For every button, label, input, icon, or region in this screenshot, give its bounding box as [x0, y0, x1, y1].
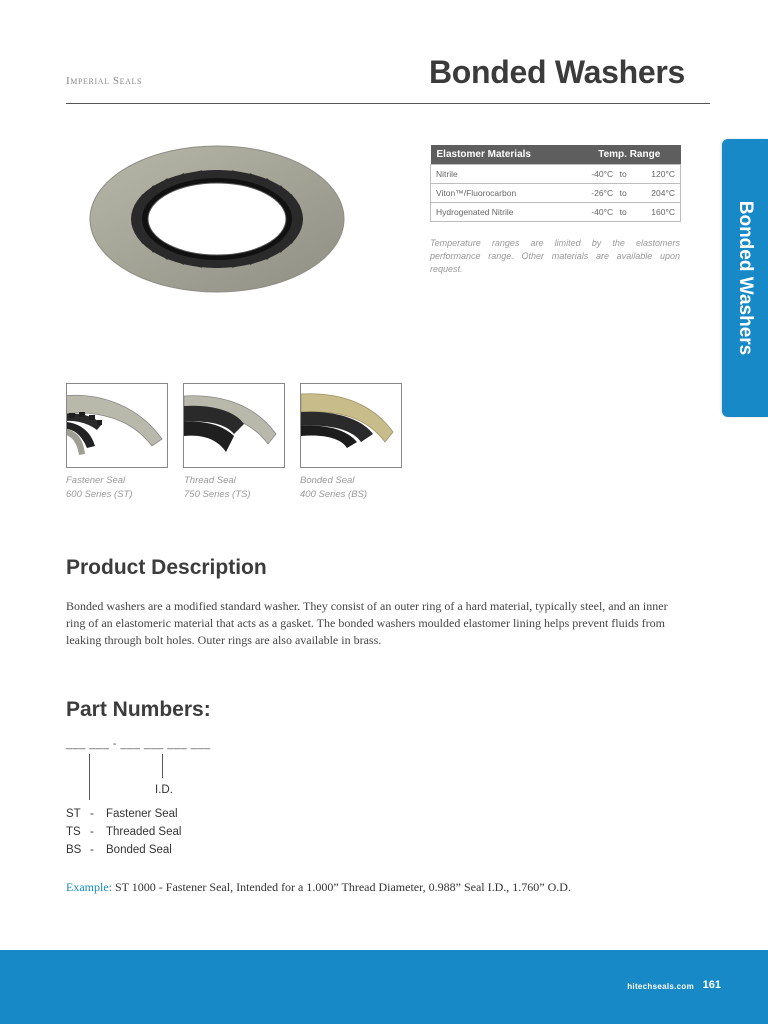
code-dash: -: [90, 844, 94, 856]
thumb-series: 600 Series (ST): [66, 489, 133, 500]
temp-to: to: [615, 203, 631, 222]
temp-low: -40°C: [578, 203, 615, 222]
code-dash: -: [90, 826, 94, 838]
washer-tooth: [213, 260, 221, 268]
code-description: Fastener Seal: [106, 808, 178, 820]
part-number-template: ___ ___ - ___ ___ ___ ___: [66, 738, 211, 750]
code: ST: [66, 808, 81, 820]
id-label: I.D.: [155, 784, 173, 796]
example-label: Example:: [66, 880, 112, 894]
page-title: Bonded Washers: [429, 54, 685, 90]
code-pointer-line: [89, 754, 90, 800]
example-text: ST 1000 - Fastener Seal, Intended for a 1.000” Thread Diameter, 0.988” Seal I.D., 1.760” O.D.: [114, 880, 571, 894]
temp-high: 160°C: [631, 203, 680, 222]
thumb-name: Bonded Seal: [300, 475, 355, 486]
thumb-name: Thread Seal: [184, 475, 236, 486]
product-description-heading: Product Description: [66, 556, 267, 579]
washer-tooth: [132, 215, 140, 223]
example-line: [66, 880, 571, 895]
table-row: [431, 184, 681, 203]
fastener-seal-thumbnail: [66, 383, 168, 468]
temp-to: to: [615, 165, 631, 184]
fastener-seal-caption: [66, 474, 133, 502]
table-row: [431, 165, 681, 184]
product-description-body: Bonded washers are a modified standard washer. They consist of an outer ring of a hard material, typically steel, and an inner ring of an elastomeric material that acts as a gasket. The bonded washers moulded elastomer lining helps prevent fluids from leaking through bolt holes. Outer rings are also available in brass.: [66, 599, 668, 647]
temp-high: 120°C: [631, 165, 680, 184]
code-row: [66, 826, 181, 838]
code-row: [66, 844, 172, 856]
thread-seal-caption: [184, 474, 251, 502]
bonded-washer-image: [88, 142, 350, 297]
bonded-seal-caption: [300, 474, 367, 502]
id-pointer-line: [162, 754, 163, 778]
code-description: Threaded Seal: [106, 826, 182, 838]
thumb-series: 750 Series (TS): [184, 489, 251, 500]
code-description: Bonded Seal: [106, 844, 172, 856]
thumb-series: 400 Series (BS): [300, 489, 368, 500]
elastomer-materials-table: [430, 145, 681, 222]
temp-low: -40°C: [578, 165, 615, 184]
washer-tooth: [294, 215, 302, 223]
temperature-note: Temperature ranges are limited by the elastomers performance range. Other materials are available upon request.: [430, 238, 680, 274]
code-dash: -: [90, 808, 94, 820]
material-name: Hydrogenated Nitrile: [431, 203, 578, 222]
side-section-tab[interactable]: [722, 139, 768, 417]
header-divider: [66, 103, 710, 104]
table-header-materials: Elastomer Materials: [431, 145, 578, 165]
side-tab-label: Bonded Washers: [735, 200, 756, 356]
washer-tooth: [213, 170, 221, 178]
part-numbers-heading: Part Numbers:: [66, 698, 211, 721]
code-row: [66, 808, 178, 820]
footer-website-link[interactable]: hitechseals.com: [627, 982, 694, 991]
code: BS: [66, 844, 82, 856]
thumb-name: Fastener Seal: [66, 475, 126, 486]
material-name: Nitrile: [431, 165, 578, 184]
code: TS: [66, 826, 81, 838]
temp-low: -26°C: [578, 184, 615, 203]
page-number: 161: [702, 979, 721, 991]
material-name: Viton™/Fluorocarbon: [431, 184, 578, 203]
temp-high: 204°C: [631, 184, 680, 203]
bonded-seal-thumbnail: [300, 383, 402, 468]
table-header-temp-range: Temp. Range: [578, 145, 681, 165]
section-label: Imperial Seals: [66, 75, 143, 87]
temp-to: to: [615, 184, 631, 203]
table-row: [431, 203, 681, 222]
thread-seal-thumbnail: [183, 383, 285, 468]
